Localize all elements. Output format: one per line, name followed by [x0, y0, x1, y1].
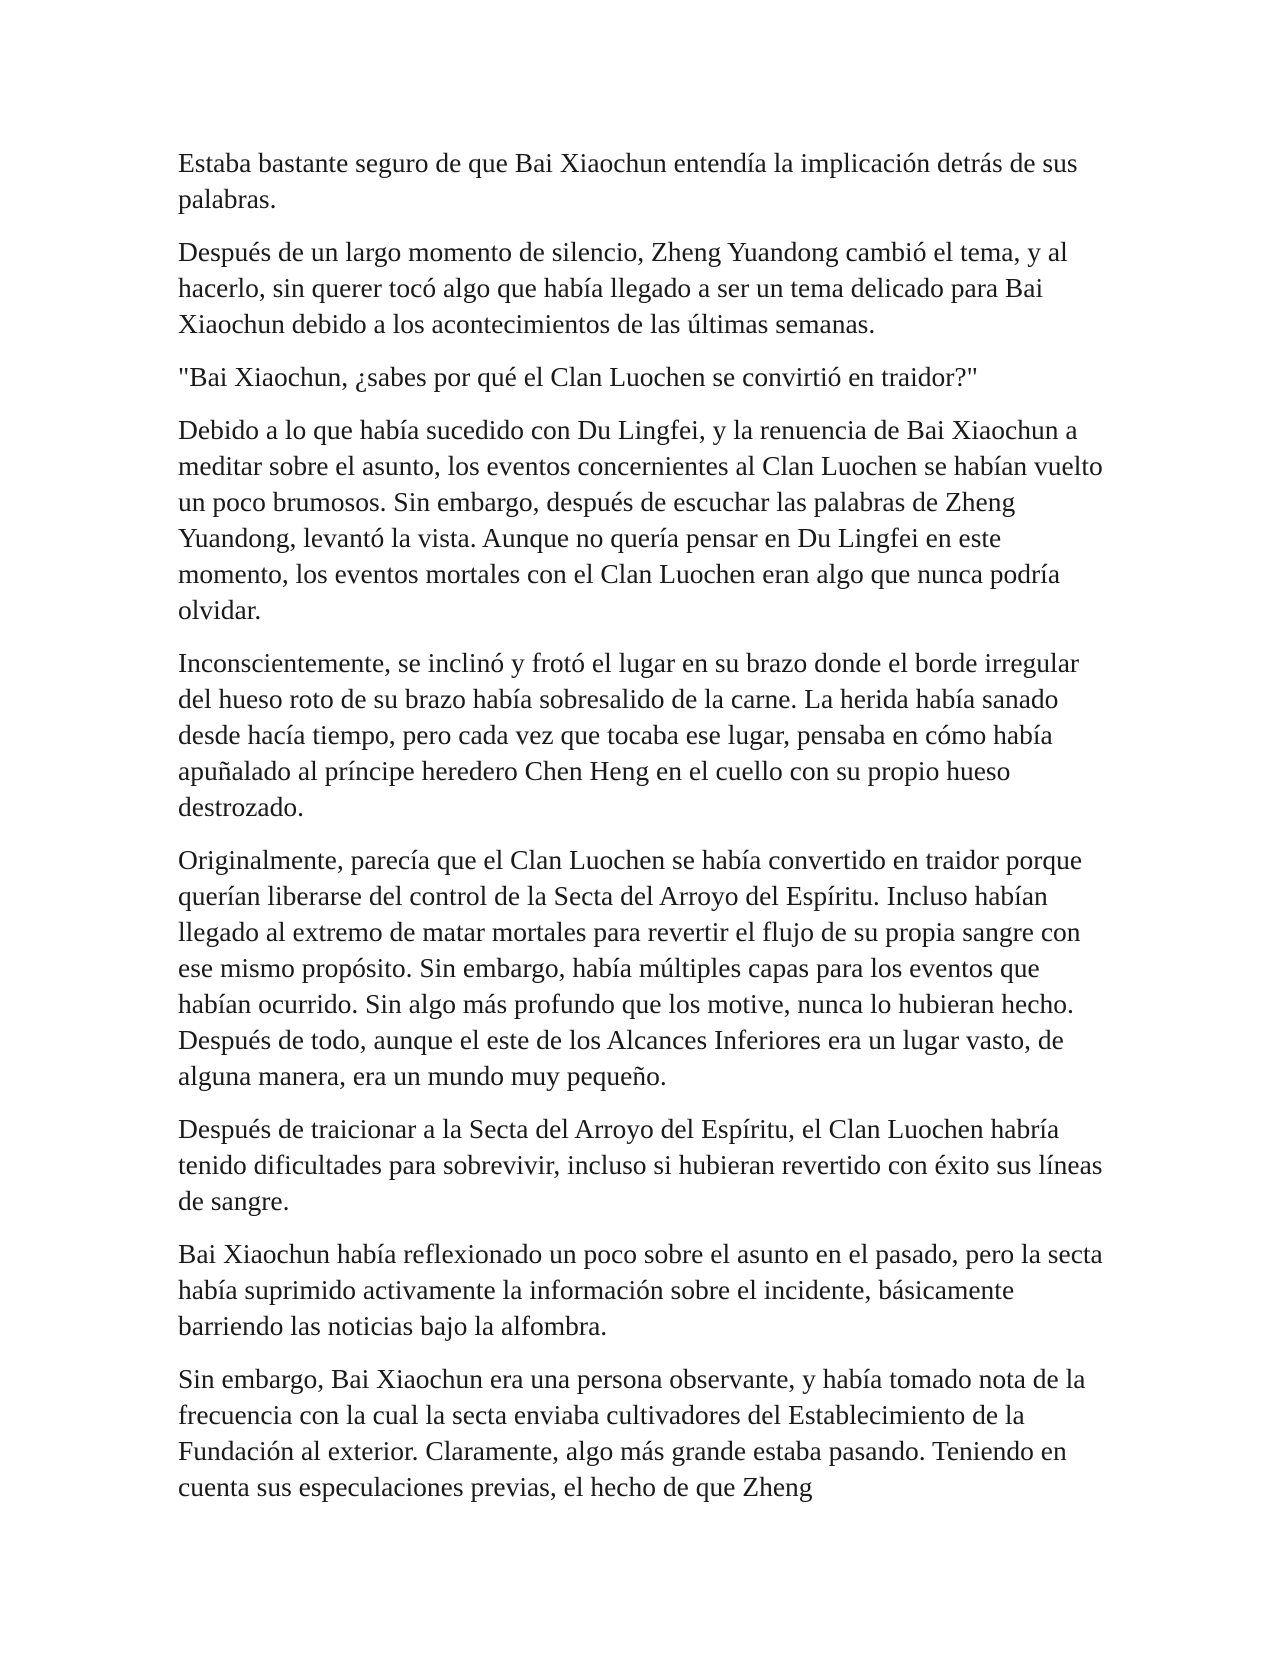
- paragraph: Bai Xiaochun había reflexionado un poco sobre el asunto en el pasado, pero la secta había suprimido activamente la información sobre el incidente, básicamente barriendo las noticias bajo la alfombra.: [178, 1238, 1103, 1341]
- paragraph: Sin embargo, Bai Xiaochun era una persona observante, y había tomado nota de la frecuencia con la cual la secta enviaba cultivadores del Establecimiento de la Fundación al exterior. Claramente, algo más grande estaba pasando. Teniendo en cuenta sus especulaciones previas, el hecho de que Zheng: [178, 1363, 1086, 1502]
- paragraph: Debido a lo que había sucedido con Du Lingfei, y la renuencia de Bai Xiaochun a meditar sobre el asunto, los eventos concernientes al Clan Luochen se habían vuelto un poco brumosos. Sin embargo, después de escuchar las palabras de Zheng Yuandong, levantó la vista. Aunque no quería pensar en Du Lingfei en este momento, los eventos mortales con el Clan Luochen eran algo que nunca podría olvidar.: [178, 414, 1103, 625]
- paragraph: "Bai Xiaochun, ¿sabes por qué el Clan Luochen se convirtió en traidor?": [178, 361, 978, 392]
- paragraph: Después de traicionar a la Secta del Arroyo del Espíritu, el Clan Luochen habría tenido dificultades para sobrevivir, incluso si hubieran revertido con éxito sus líneas de sangre.: [178, 1113, 1103, 1216]
- paragraph: Después de un largo momento de silencio, Zheng Yuandong cambió el tema, y al hacerlo, sin querer tocó algo que había llegado a ser un tema delicado para Bai Xiaochun debido a los acontecimientos de las últimas semanas.: [178, 236, 1068, 339]
- document-body: [178, 145, 1108, 1522]
- paragraph: Originalmente, parecía que el Clan Luochen se había convertido en traidor porque querían liberarse del control de la Secta del Arroyo del Espíritu. Incluso habían llegado al extremo de matar mortales para revertir el flujo de su propia sangre con ese mismo propósito. Sin embargo, había múltiples capas para los eventos que habían ocurrido. Sin algo más profundo que los motive, nunca lo hubieran hecho. Después de todo, aunque el este de los Alcances Inferiores era un lugar vasto, de alguna manera, era un mundo muy pequeño.: [178, 844, 1083, 1091]
- paragraph: Estaba bastante seguro de que Bai Xiaochun entendía la implicación detrás de sus palabras.: [178, 147, 1078, 214]
- paragraph: Inconscientemente, se inclinó y frotó el lugar en su brazo donde el borde irregular del hueso roto de su brazo había sobresalido de la carne. La herida había sanado desde hacía tiempo, pero cada vez que tocaba ese lugar, pensaba en cómo había apuñalado al príncipe heredero Chen Heng en el cuello con su propio hueso destrozado.: [178, 647, 1080, 822]
